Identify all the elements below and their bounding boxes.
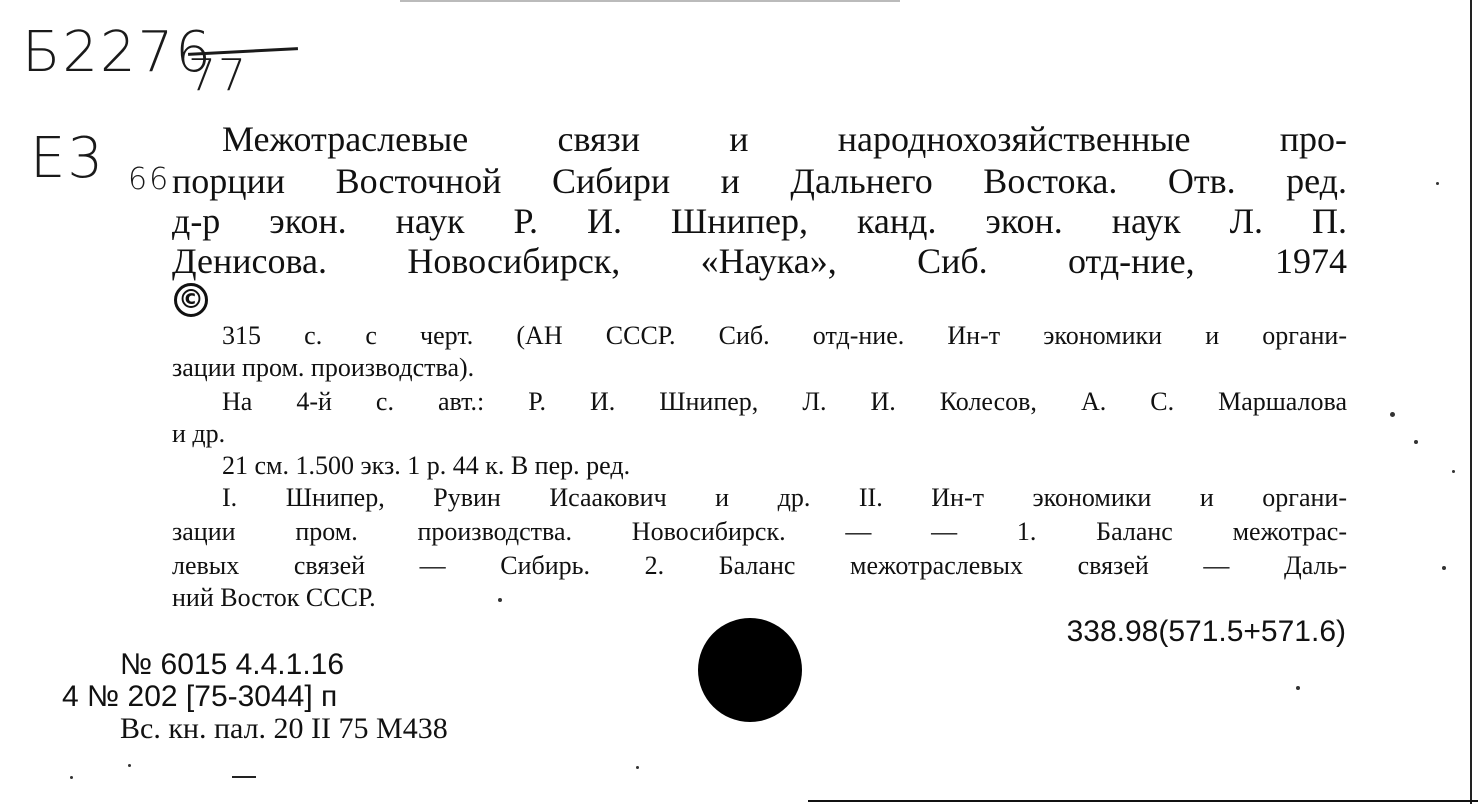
scan-speck: [1452, 470, 1455, 473]
scan-speck: [1296, 686, 1300, 690]
udc-code: 338.98(571.5+571.6): [1066, 615, 1346, 648]
title-line-3: д-р экон. наук Р. И. Шнипер, канд. экон. наук Л. П.: [172, 201, 1347, 241]
details-line-8: левых связей — Сибирь. 2. Баланс межотраслевых связей — Даль-: [172, 551, 1347, 580]
card-number: № 6015 4.4.1.16: [120, 648, 345, 681]
scan-speck: [70, 776, 73, 779]
details-line-6: I. Шнипер, Рувин Исаакович и др. II. Ин-т экономики и органи-: [222, 483, 1347, 512]
title-line-2: порции Восточной Сибири и Дальнего Востока. Отв. ред.: [172, 161, 1347, 201]
title-line-4: Денисова. Новосибирск, «Наука», Сиб. отд-ние, 1974: [172, 241, 1347, 281]
punch-hole: [698, 618, 802, 722]
details-line-3: На 4-й с. авт.: Р. И. Шнипер, Л. И. Колесов, А. С. Маршалова: [222, 387, 1347, 416]
scan-speck: [636, 766, 639, 769]
handwritten-index-sub: 66: [128, 162, 171, 197]
handwritten-shelf-mark-sub: 77: [188, 50, 248, 101]
book-chamber-ref: Вс. кн. пал. 20 II 75 М438: [120, 712, 448, 745]
scan-speck: [1414, 440, 1418, 444]
copyright-icon: ©: [174, 283, 208, 317]
title-line-1: Межотраслевые связи и народнохозяйственные про-: [222, 119, 1347, 159]
scan-speck: [1436, 182, 1439, 185]
details-line-1: 315 с. с черт. (АН СССР. Сиб. отд-ние. Ин-т экономики и органи-: [222, 321, 1347, 350]
details-line-7: зации пром. производства. Новосибирск. — — 1. Баланс межотрас-: [172, 517, 1347, 546]
scan-speck: [1390, 412, 1395, 417]
scan-speck: [128, 764, 131, 767]
handwritten-index: Е3: [30, 126, 106, 191]
scan-mark: [232, 776, 256, 778]
scan-edge-top: [400, 0, 900, 2]
scan-edge-bottom: [808, 800, 1478, 802]
scan-speck: [498, 598, 502, 602]
scan-edge-right: [1470, 0, 1472, 804]
handwritten-shelf-mark: Б2276: [22, 20, 213, 85]
details-line-5: 21 см. 1.500 экз. 1 р. 44 к. В пер. ред.: [222, 451, 631, 480]
details-line-2: зации пром. производства).: [172, 353, 475, 382]
scan-speck: [1442, 566, 1446, 570]
details-line-9: ний Восток СССР.: [172, 583, 376, 612]
order-number: 4 № 202 [75-3044] п: [62, 680, 338, 713]
details-line-4: и др.: [172, 419, 226, 448]
